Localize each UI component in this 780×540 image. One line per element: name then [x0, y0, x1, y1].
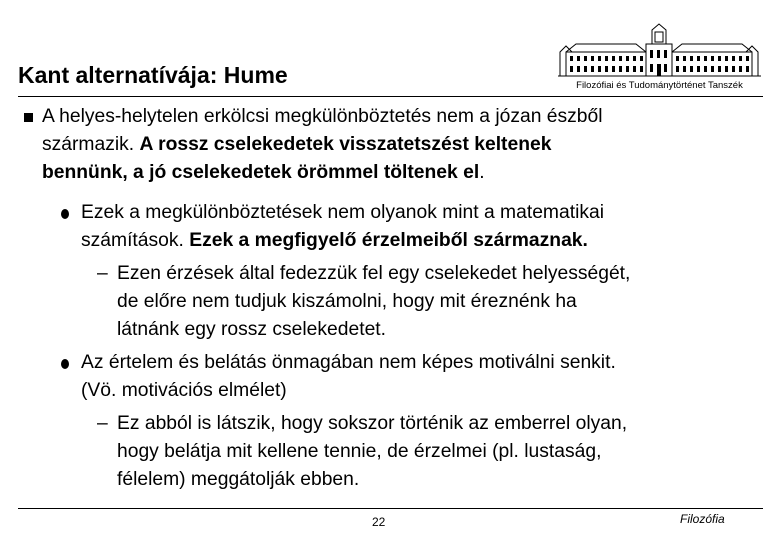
- square-bullet-icon: [24, 113, 33, 122]
- footer-label: Filozófia: [680, 512, 725, 526]
- page-number: 22: [372, 515, 386, 529]
- title-divider: [18, 96, 763, 97]
- dash-item-2-line-1: Ez abból is látszik, hogy sokszor történik az emberrel olyan,: [117, 413, 628, 434]
- dash-item-2-line-3: félelem) meggátolják ebben.: [117, 469, 360, 490]
- paragraph-1-line-2-bold: A rossz cselekedetek visszatetszést keltenek: [139, 134, 552, 155]
- sub-bullet-2-line-1: Az értelem és belátás önmagában nem képes motiválni senkit.: [81, 352, 616, 373]
- sub-bullet-1-line-1: Ezek a megkülönböztetések nem olyanok mint a matematikai: [81, 202, 604, 223]
- round-bullet-icon: [61, 209, 69, 219]
- sub-bullet-2-line-2: (Vö. motivációs elmélet): [81, 380, 287, 401]
- paragraph-1-line-3-bold: bennünk, a jó cselekedetek örömmel töltenek el: [42, 162, 480, 183]
- slide-title: Kant alternatívája: Hume: [18, 62, 288, 88]
- sub-bullet-1-line-2-plain: számítások.: [81, 230, 190, 251]
- dash-item-1-line-3: látnánk egy rossz cselekedetet.: [117, 319, 387, 340]
- dash-item-1-line-2: de előre nem tudjuk kiszámolni, hogy mit éreznénk ha: [117, 291, 577, 312]
- dash-item-1-line-1: Ezen érzések által fedezzük fel egy cselekedet helyességét,: [117, 263, 631, 284]
- paragraph-1-line-2: [42, 132, 551, 159]
- sub-bullet-1-line-2: [81, 228, 588, 255]
- round-bullet-icon: [61, 359, 69, 369]
- paragraph-1-line-3: [42, 160, 485, 187]
- paragraph-1-line-1: A helyes-helytelen erkölcsi megkülönböztetés nem a józan észből: [42, 106, 603, 127]
- dash-item-2-line-2: hogy belátja mit kellene tennie, de érzelmei (pl. lustaság,: [117, 441, 602, 462]
- dash-bullet-icon: –: [97, 413, 108, 434]
- footer-divider: [18, 508, 763, 509]
- paragraph-1-line-3-plain: .: [479, 162, 485, 183]
- paragraph-1-line-2-plain: származik.: [42, 134, 140, 155]
- department-caption: Filozófiai és Tudománytörténet Tanszék: [576, 80, 743, 91]
- sub-bullet-1-line-2-bold: Ezek a megfigyelő érzelmeiből származnak.: [189, 230, 588, 251]
- dash-bullet-icon: –: [97, 263, 108, 284]
